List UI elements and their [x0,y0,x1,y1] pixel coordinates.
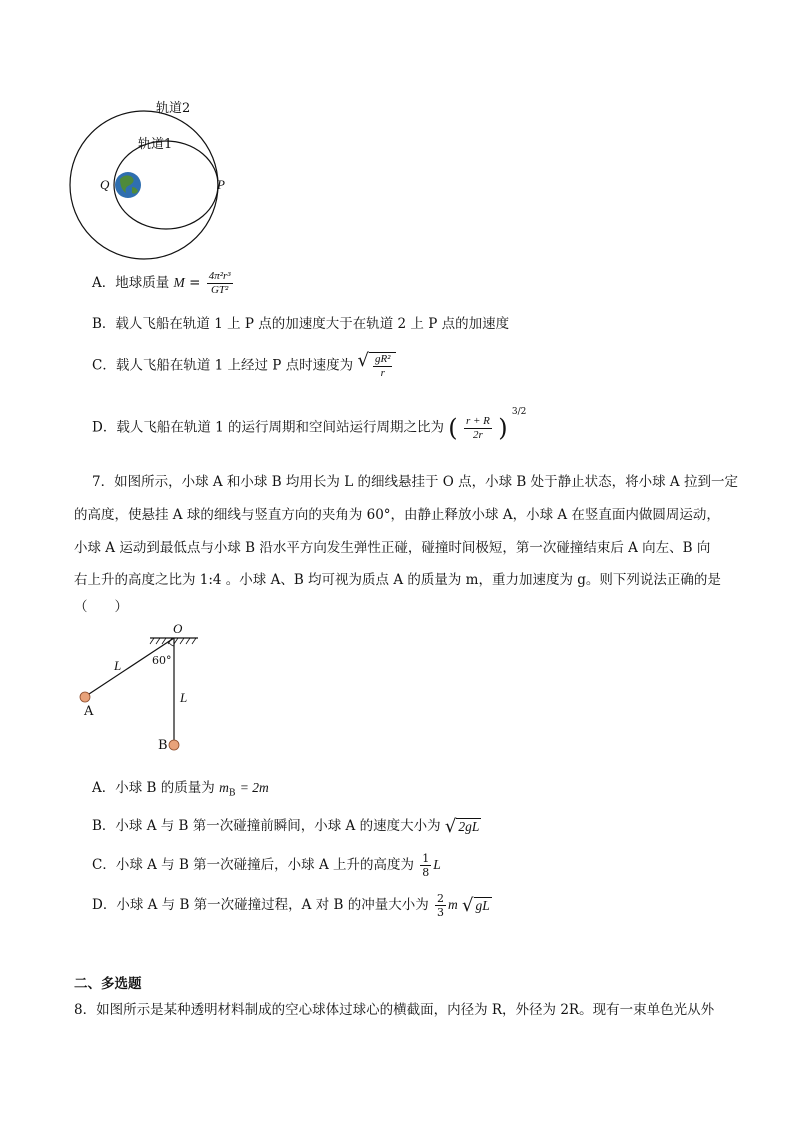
q6-option-d: D．载人飞船在轨道 1 的运行周期和空间站运行周期之比为 ( $\frac{r + R}{2r}$ ) $^{3/2}$ [92,407,527,442]
velocity-sqrt: √ $\frac{\text{gR²}}{r}$ [357,352,396,380]
q7-line-2: 的高度，使悬挂 A 球的细线与竖直方向的夹角为 60°，由静止释放小球 A，小球 A 在竖直面内做圆周运动， [74,507,720,523]
orbit-diagram [60,95,260,265]
q6-option-c: C．载人飞船在轨道 1 上经过 P 点时速度为 √ $\frac{\text{gR²}}{r}$ [92,352,396,380]
q7-line-5: （ ） [74,599,128,615]
string-a [86,638,174,696]
q7-option-c: C．小球 A 与 B 第一次碰撞后，小球 A 上升的高度为 $\frac{1}{8}$ L [92,852,441,879]
velocity-sqrt-2gl: √ 2gL [444,815,480,837]
pendulum-diagram [72,620,212,760]
length-label-a: L [114,658,122,673]
ball-a [80,692,90,702]
q6-option-b: B．载人飞船在轨道 1 上 P 点的加速度大于在轨道 2 上 P 点的加速度 [92,316,510,332]
orbit-1-label: 轨道1 [138,137,173,152]
orbit-2-label: 轨道2 [156,101,191,116]
ball-b-label: B [158,738,168,753]
pendulum-figure [72,620,212,760]
q7-option-b: B．小球 A 与 B 第一次碰撞前瞬间，小球 A 的速度大小为 √ 2gL [92,815,480,837]
q8-line-1: 8．如图所示是某种透明材料制成的空心球体过球心的横截面，内径为 R，外径为 2R。现有一束单色光从外 [74,1002,715,1018]
earth-icon [115,172,141,198]
section-heading: 二、多选题 [74,976,142,992]
angle-label: 60° [152,654,172,667]
q7-line-4: 右上升的高度之比为 1:4 。小球 A、B 均可视为质点 A 的质量为 m，重力加速度为 g。则下列说法正确的是 [74,572,721,588]
q7-line-1: 7．如图所示，小球 A 和小球 B 均用长为 L 的细线悬挂于 O 点，小球 B 处于静止状态，将小球 A 拉到一定 [92,474,738,490]
orbit-figure [60,95,260,265]
q7-option-a: A．小球 B 的质量为 $m_B = 2m$ [92,780,269,799]
mass-fraction: $\frac{\text{4π²r³}}{\text{GT²}}$ [208,270,231,296]
ball-a-label: A [84,704,94,719]
point-q-label: Q [100,177,110,192]
q6-option-a: A．地球质量 M = $\frac{\text{4π²r³}}{\text{GT²}}$ [92,270,231,296]
length-label-b: L [180,690,188,705]
period-ratio-fraction: $\frac{r + R}{2r}$ [465,414,490,441]
point-o-label: O [173,621,183,636]
q7-option-d: D．小球 A 与 B 第一次碰撞过程，A 对 B 的冲量大小为 $\frac{2}{3}$ m √ gL [92,892,490,919]
q7-line-3: 小球 A 运动到最低点与小球 B 沿水平方向发生弹性正碰，碰撞时间极短，第一次碰撞结束后 A 向左、B 向 [74,540,711,556]
point-p-label: P [217,177,225,192]
ball-b [169,740,179,750]
